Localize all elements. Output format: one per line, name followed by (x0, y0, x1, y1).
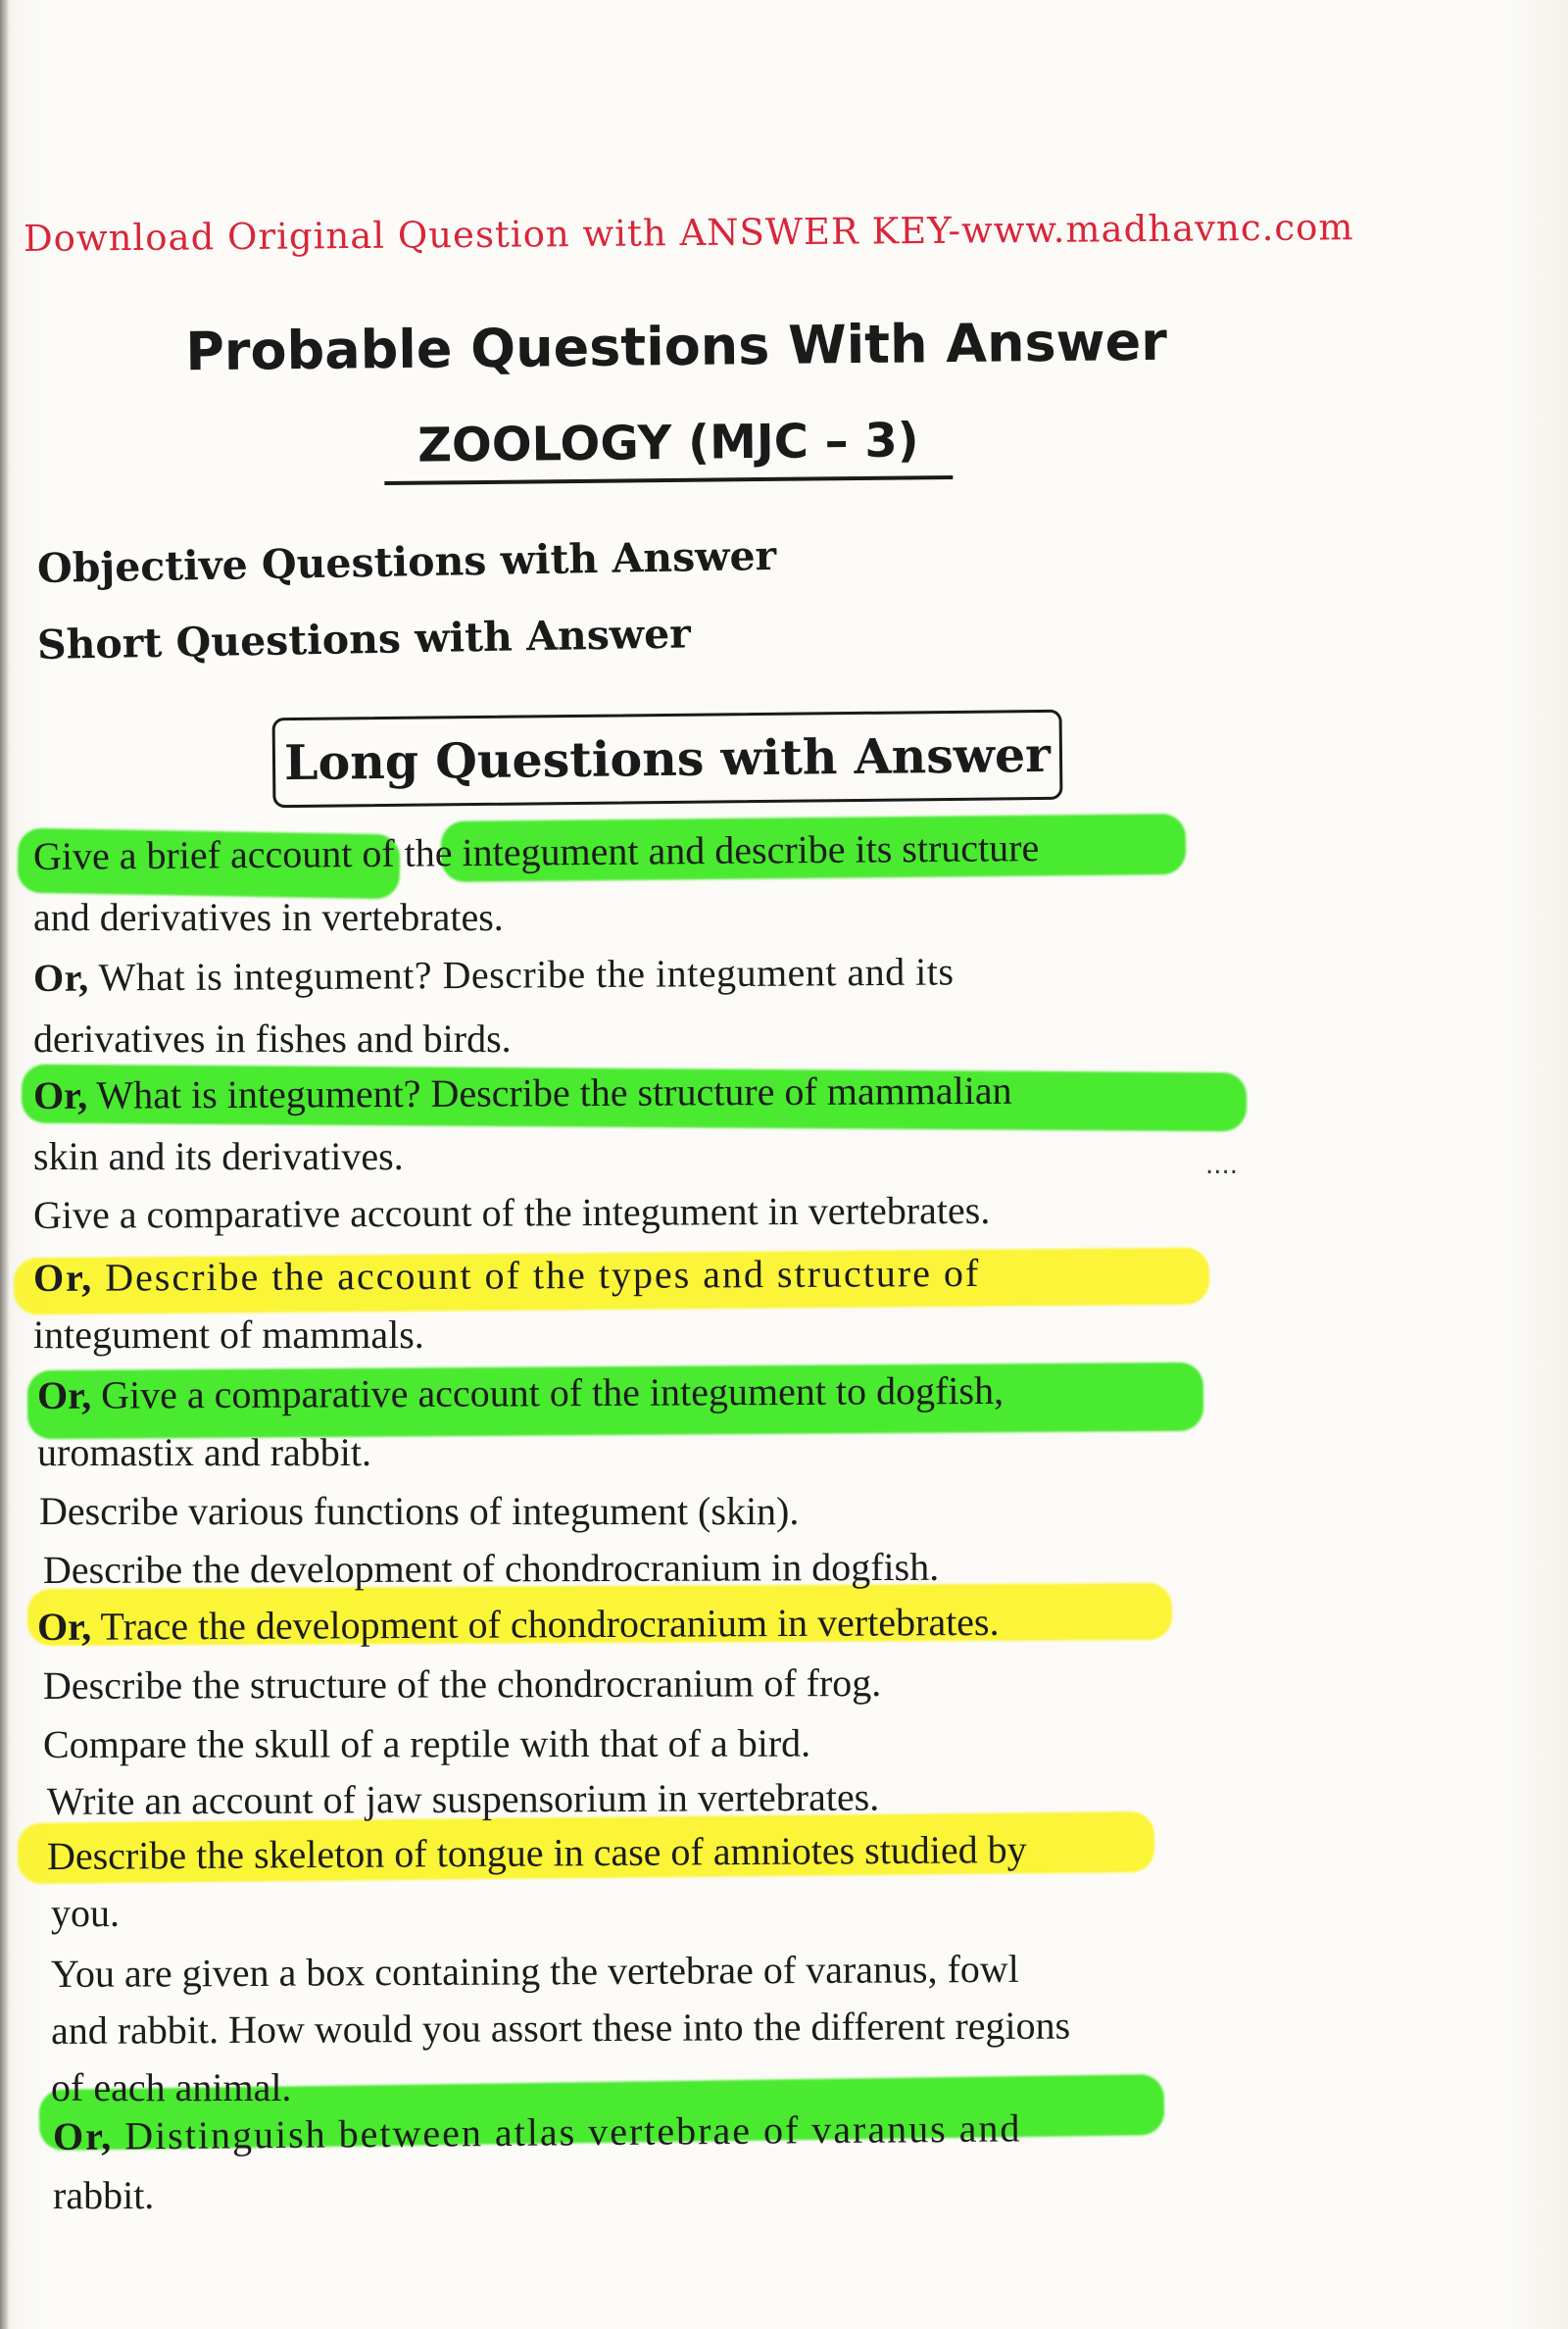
question-line (47, 1774, 879, 1825)
margin-dots: .... (1205, 1151, 1239, 1180)
question-line (37, 1429, 371, 1476)
or-prefix: Or, (52, 2113, 114, 2158)
objective-section-label: Objective Questions with Answer (36, 531, 777, 592)
question-text: you. (51, 1891, 120, 1935)
question-line (33, 1133, 404, 1180)
download-banner: Download Original Question with ANSWER KEY-www.madhavnc.com (23, 206, 1354, 260)
question-text: Compare the skull of a reptile with that of a bird. (42, 1720, 811, 1766)
page-title: Probable Questions With Answer (184, 310, 1168, 383)
long-section-box: Long Questions with Answer (272, 710, 1063, 808)
question-text: Trace the development of chondrocranium in vertebrates. (91, 1599, 1000, 1649)
or-prefix: Or, (36, 1372, 92, 1417)
or-prefix: Or, (32, 955, 89, 1000)
question-line (33, 1016, 512, 1063)
question-line (53, 2172, 154, 2219)
question-line (33, 1312, 424, 1359)
question-text: Give a brief account of the integument and describe its structure (32, 825, 1040, 878)
question-text: Distinguish between atlas vertebrae of varanus and (113, 2106, 1022, 2158)
question-line (37, 1599, 1000, 1651)
question-text: Describe various functions of integument (skin). (39, 1489, 800, 1533)
question-line (51, 2064, 291, 2111)
question-text: and rabbit. How would you assort these into the different regions (50, 2003, 1071, 2053)
question-text: Give a comparative account of the integument to dogfish, (91, 1367, 1004, 1417)
question-line (43, 1720, 810, 1768)
question-line (33, 824, 1040, 880)
question-text: uromastix and rabbit. (37, 1430, 372, 1474)
question-text: integument of mammals. (33, 1313, 424, 1357)
subject-heading: ZOOLOGY (MJC – 3) (384, 413, 954, 485)
question-text: Describe the skeleton of tongue in case of amniotes studied by (46, 1827, 1027, 1878)
question-text: of each animal. (51, 2065, 292, 2109)
or-prefix: Or, (32, 1072, 88, 1117)
or-prefix: Or, (36, 1604, 92, 1649)
question-line (43, 1544, 939, 1594)
question-line (51, 1946, 1019, 1998)
question-line (43, 1660, 881, 1710)
question-text: What is integument? Describe the integument and its (88, 949, 955, 1000)
question-text: Describe the structure of the chondrocranium of frog. (42, 1660, 882, 1708)
question-line (33, 948, 955, 1002)
or-prefix: Or, (32, 1255, 94, 1300)
question-line (33, 1187, 991, 1239)
question-text: You are given a box containing the vertebrae of varanus, fowl (50, 1946, 1019, 1996)
question-text: Describe the development of chondrocranium in dogfish. (42, 1544, 940, 1592)
question-text: derivatives in fishes and birds. (33, 1016, 512, 1061)
question-text: Describe the account of the types and structure of (93, 1250, 981, 1300)
short-section-label: Short Questions with Answer (36, 610, 692, 669)
question-text: Give a comparative account of the integument in vertebrates. (32, 1187, 991, 1237)
question-line (51, 1890, 120, 1937)
question-line (33, 894, 504, 941)
question-line (33, 1250, 980, 1302)
question-text: skin and its derivatives. (33, 1134, 404, 1178)
question-line (33, 1067, 1012, 1119)
question-line (51, 2003, 1070, 2055)
question-text: What is integument? Describe the structure of mammalian (87, 1067, 1012, 1117)
question-line (47, 1826, 1027, 1880)
question-text: Write an account of jaw suspensorium in vertebrates. (46, 1774, 880, 1823)
question-line (39, 1488, 799, 1535)
question-line (37, 1367, 1004, 1419)
question-line (53, 2105, 1022, 2160)
question-text: rabbit. (53, 2173, 155, 2217)
question-text: and derivatives in vertebrates. (33, 895, 504, 939)
